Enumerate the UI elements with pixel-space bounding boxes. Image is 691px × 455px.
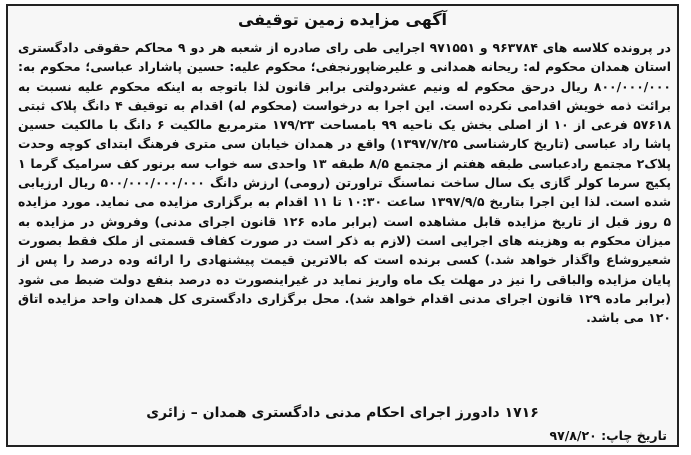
notice-signature: ۱۷۱۶ دادورز اجرای احکام مدنی دادگستری همدان – زائری: [146, 405, 539, 421]
legal-notice-box: [6, 4, 679, 447]
print-date: تاریخ چاپ: ۹۷/۸/۲۰: [549, 428, 667, 443]
notice-title: آگهی مزایده زمین توقیفی: [237, 10, 448, 29]
notice-body: در پرونده کلاسه های ۹۶۳۷۸۴ و ۹۷۱۵۵۱ اجرایی طی رای صادره از شعبه هر دو ۹ محاکم حقوقی دادگستری استان همدان محکوم له: ریحانه همدانی و علیرضاپورنجفی؛ محکوم علیه: حسین پاشاراد عباسی؛ محکوم به: ۸۰۰/۰۰۰/۰۰۰ ریال درحق محکوم له ونیم عشردولتی برابر قانون لذا باتوجه به اینکه محکوم علیه نسبت به برائت ذمه خویش اقدامی نکرده است. این اجرا به درخواست (محکوم له) اقدام به توقیف ۴ دانگ پلاک ثبتی ۵۷۶۱۸ فرعی از ۱۰ از اصلی بخش یک ناحیه ۹۹ بامساحت ۱۷۹/۲۳ مترمربع مالکیت ۶ دانگ با مالکیت حسین پاشا راد عباسی (تاریخ کارشناسی ۱۳۹۷/۷/۲۵) واقع در همدان خیابان سی متری فرهنگ ابتدای کوچه وحدت پلاک۲ مجتمع رادعباسی طبقه هفتم از مجتمع ۸/۵ طبقه ۱۳ واحدی سه خواب سه برنور کف سرامیک گرما ۱ پکیج سرما کولر گازی یک سال ساخت نماسنگ تراورتن (رومی) ارزش دانگ ۵۰۰/۰۰۰/۰۰۰/۰۰۰ ریال ارزیابی شده است. لذا این اجرا بتاریخ ۱۳۹۷/۹/۵ ساعت ۱۰:۳۰ تا ۱۱ اقدام به برگزاری مزایده می نماید. مورد مزایده ۵ روز قبل از تاریخ مزایده قابل مشاهده است (برابر ماده ۱۲۶ قانون اجرای مدنی) وفروش در مزایده به میزان محکوم به وهزینه های اجرایی است (لازم به ذکر است در صورت کفاف قسمتی از ملک فقط بصورت شعیروشاع واگذار خواهد شد.) کسی برنده است که بالاترین قیمت پیشنهادی را ارائه وده درصد را پس از پایان مزایده والباقی را نیز در مهلت یک ماه واریز نماید در غیراینصورت ده درصد بنفع دولت ضبط می شود (برابر ماده ۱۲۹ قانون اجرای مدنی اقدام خواهد شد). محل برگزاری دادگستری کل همدان واحد مزایده اتاق ۱۲۰ می باشد.: [18, 40, 672, 326]
